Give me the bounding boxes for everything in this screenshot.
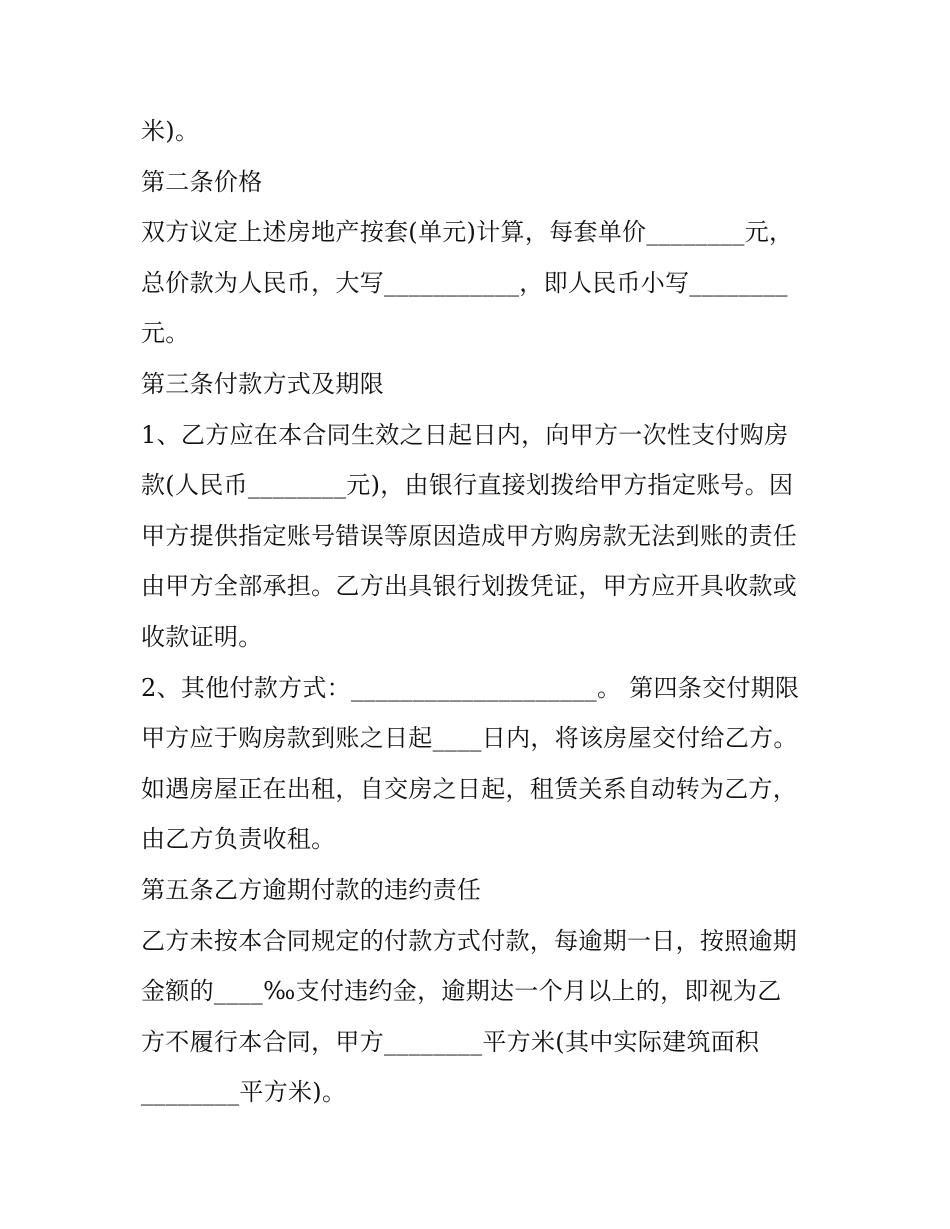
document-body (141, 106, 821, 1118)
article-3-heading: 第三条付款方式及期限 (141, 369, 384, 398)
article-2-heading: 第二条价格 (141, 167, 263, 196)
text-line-payment-4: 由甲方全部承担。乙方出具银行划拨凭证，甲方应开具收款或 (141, 572, 798, 601)
text-line-price-1: 双方议定上述房地产按套(单元)计算，每套单价________元， (141, 218, 794, 247)
text-line-delivery-2: 如遇房屋正在出租，自交房之日起，租赁关系自动转为乙方， (141, 774, 798, 803)
text-line-payment-2: 款(人民币________元)，由银行直接划拨给甲方指定账号。因 (141, 471, 794, 500)
text-line-payment-3: 甲方提供指定账号错误等原因造成甲方购房款无法到账的责任 (141, 521, 798, 550)
text-line-continuation: 米)。 (141, 117, 200, 145)
article-5-heading: 第五条乙方逾期付款的违约责任 (141, 875, 482, 904)
text-line-price-2: 总价款为人民币，大写___________，即人民币小写________ (141, 268, 788, 297)
text-line-breach-3: 方不履行本合同，甲方________平方米(其中实际建筑面积 (141, 1027, 760, 1056)
text-line-breach-4: ________平方米)。 (141, 1078, 347, 1107)
text-line-delivery-3: 由乙方负责收租。 (141, 825, 336, 854)
text-line-payment-other: 2、其他付款方式：____________________。 第四条交付期限 (141, 673, 800, 702)
text-line-payment-5: 收款证明。 (141, 622, 263, 651)
text-line-price-3: 元。 (141, 319, 190, 348)
text-line-breach-2: 金额的____‰支付违约金，逾期达一个月以上的，即视为乙 (141, 977, 782, 1006)
text-line-payment-1: 1、乙方应在本合同生效之日起日内，向甲方一次性支付购房 (141, 420, 789, 449)
text-line-delivery-1: 甲方应于购房款到账之日起____日内，将该房屋交付给乙方。 (141, 724, 798, 753)
text-line-breach-1: 乙方未按本合同规定的付款方式付款，每逾期一日，按照逾期 (141, 926, 798, 955)
